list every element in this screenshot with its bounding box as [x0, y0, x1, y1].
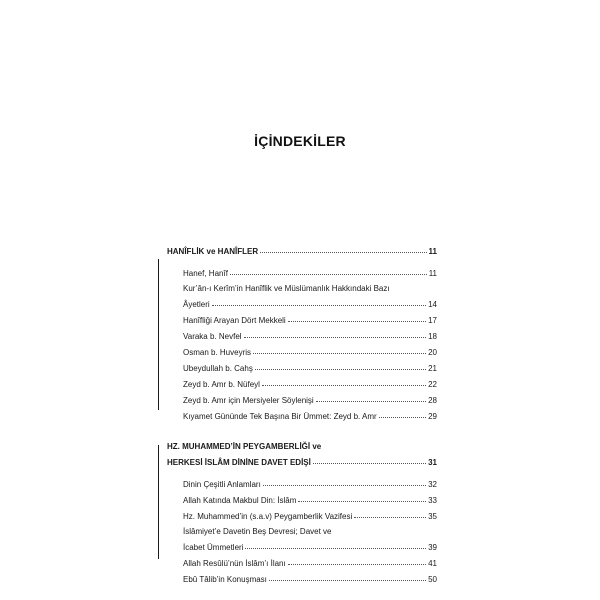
- page-number: 32: [428, 480, 437, 489]
- page-number: 50: [428, 575, 437, 584]
- page-number: 11: [428, 269, 437, 278]
- toc-chapter-1[interactable]: [167, 240, 437, 256]
- entry-title: İslâmiyet’e Davetin Beş Devresi; Davet ve: [183, 527, 332, 536]
- entry-title-cont: Âyetleri: [183, 300, 210, 309]
- entry-title: Hanîfliği Arayan Dört Mekkeli: [183, 316, 286, 325]
- page-number: 28: [428, 396, 437, 405]
- entry-title: Osman b. Huveyris: [183, 348, 252, 357]
- page-number: 20: [428, 348, 437, 357]
- page-number: 33: [428, 496, 437, 505]
- entry-title: Allah Katında Makbul Din: İslâm: [183, 496, 297, 505]
- entry-title: Zeyd b. Amr için Mersiyeler Söylenişi: [183, 396, 314, 405]
- page-number: 11: [428, 247, 437, 256]
- toc-entry-line1[interactable]: [167, 521, 437, 536]
- toc-chapter-2[interactable]: [167, 451, 437, 467]
- page-number: 18: [428, 332, 437, 341]
- leader-dots: [316, 401, 426, 402]
- page-number: 14: [428, 300, 437, 309]
- entry-title-cont: İcabet Ümmetleri: [183, 543, 244, 552]
- leader-dots: [260, 252, 426, 253]
- leader-dots: [212, 305, 426, 306]
- leader-dots: [288, 564, 426, 565]
- leader-dots: [255, 369, 426, 370]
- section2-rule: [158, 445, 159, 559]
- entry-title: Hz. Muhammed’in (s.a.v) Peygamberlik Vazifesi: [183, 512, 353, 521]
- toc-entry[interactable]: [167, 357, 437, 373]
- entry-title: Varaka b. Nevfel: [183, 332, 242, 341]
- entry-title: Ubeydullah b. Cahş: [183, 364, 253, 373]
- chapter-title: HANÎFLİK ve HANÎFLER: [167, 247, 259, 256]
- section1-rule: [158, 259, 159, 410]
- page-number: 29: [428, 412, 437, 421]
- toc-entry[interactable]: [167, 389, 437, 405]
- page-number: 39: [428, 543, 437, 552]
- entry-title: Ebû Tâlib’in Konuşması: [183, 575, 267, 584]
- toc-entry[interactable]: [167, 405, 437, 421]
- entry-title: Dinin Çeşitli Anlamları: [183, 480, 261, 489]
- page-number: 35: [428, 512, 437, 521]
- page-number: 17: [428, 316, 437, 325]
- toc-entry[interactable]: [167, 568, 437, 584]
- toc-entry[interactable]: [167, 309, 437, 325]
- toc-entry-line1[interactable]: [167, 278, 437, 293]
- page-number: 22: [428, 380, 437, 389]
- leader-dots: [245, 548, 426, 549]
- table-of-contents: [167, 240, 437, 584]
- leader-dots: [230, 274, 427, 275]
- leader-dots: [313, 463, 426, 464]
- entry-title: Kur’ân-ı Kerîm’in Hanîflik ve Müslümanlık Hakkındaki Bazı: [183, 284, 390, 293]
- chapter-title-cont: HERKESİ İSLÂM DİNİNE DAVET EDİŞİ: [167, 458, 311, 467]
- entry-title: Kıyamet Gününde Tek Başına Bir Ümmet: Zeyd b. Amr: [183, 412, 377, 421]
- toc-entry[interactable]: [167, 293, 437, 309]
- page-number: 21: [428, 364, 437, 373]
- toc-entry[interactable]: [167, 505, 437, 521]
- toc-chapter-2-line1[interactable]: [167, 435, 437, 451]
- leader-dots: [244, 337, 427, 338]
- leader-dots: [269, 580, 426, 581]
- leader-dots: [354, 517, 426, 518]
- leader-dots: [253, 353, 426, 354]
- toc-entry[interactable]: [167, 325, 437, 341]
- toc-entry[interactable]: [167, 473, 437, 489]
- leader-dots: [262, 385, 426, 386]
- toc-entry[interactable]: [167, 373, 437, 389]
- entry-title: Hanef, Hanîf: [183, 269, 228, 278]
- leader-dots: [263, 485, 426, 486]
- leader-dots: [288, 321, 426, 322]
- entry-title: Zeyd b. Amr b. Nüfeyl: [183, 380, 260, 389]
- toc-entry[interactable]: [167, 341, 437, 357]
- toc-entry[interactable]: [167, 552, 437, 568]
- page-number: 41: [428, 559, 437, 568]
- chapter-title: HZ. MUHAMMED’İN PEYGAMBERLİĞİ ve: [167, 442, 322, 451]
- page-title: İÇİNDEKİLER: [254, 133, 346, 149]
- leader-dots: [379, 417, 426, 418]
- leader-dots: [298, 501, 426, 502]
- entry-title: Allah Resûlü’nün İslâm’ı İlanı: [183, 559, 286, 568]
- toc-entry[interactable]: [167, 489, 437, 505]
- toc-entry[interactable]: [167, 262, 437, 278]
- page-number: 31: [428, 458, 437, 467]
- toc-entry[interactable]: [167, 536, 437, 552]
